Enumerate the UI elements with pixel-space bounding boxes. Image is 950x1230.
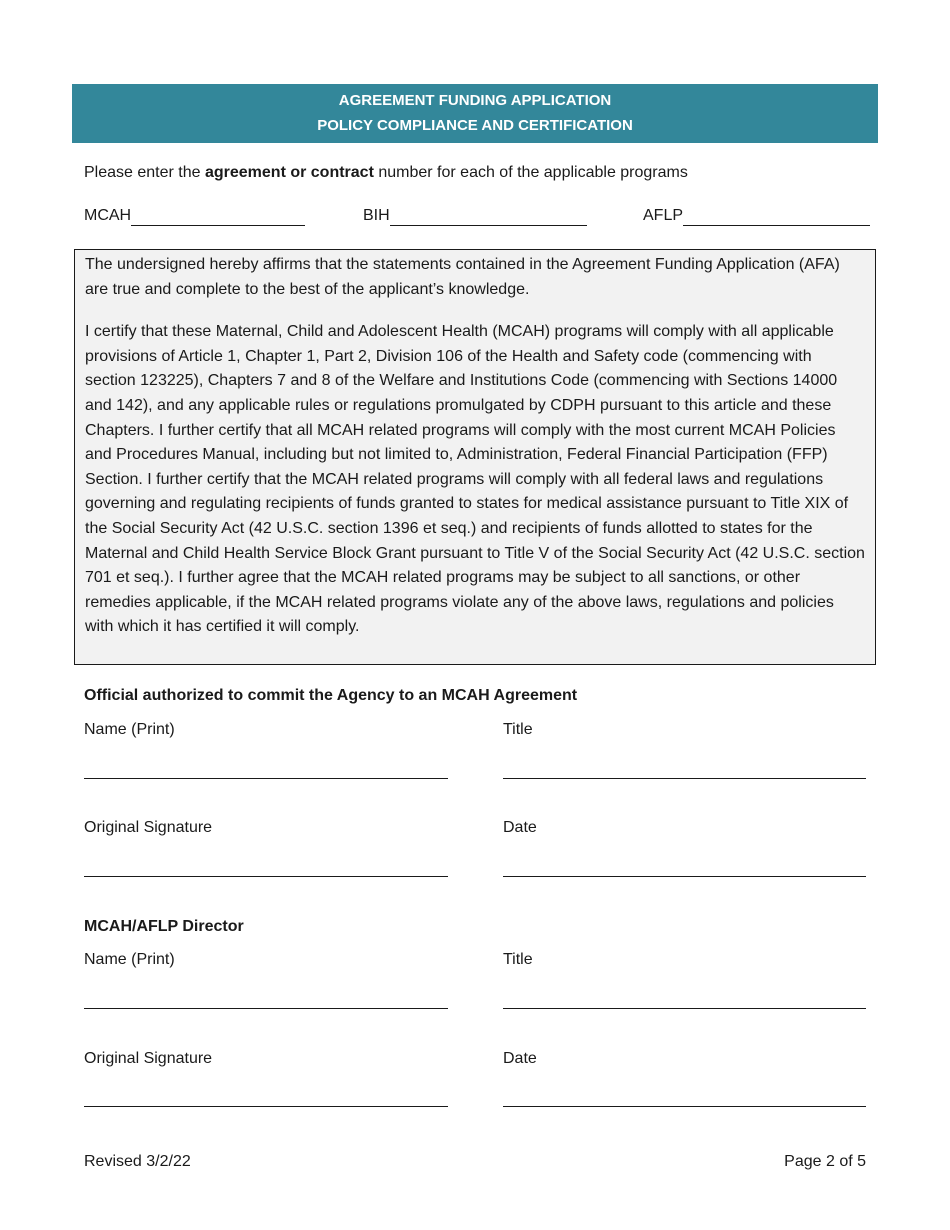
official-name-label: Name (Print) [84, 721, 175, 738]
official-date-line[interactable] [503, 876, 866, 877]
bih-number-input[interactable] [390, 207, 587, 226]
director-date-line[interactable] [503, 1106, 866, 1107]
director-title-line[interactable] [503, 1008, 866, 1009]
director-name-line[interactable] [84, 1008, 448, 1009]
program-field-bih [363, 206, 587, 226]
form-header [72, 84, 878, 143]
director-name-label: Name (Print) [84, 951, 175, 968]
instructions-bold: agreement or contract [204, 164, 374, 181]
revision-date: Revised 3/2/22 [84, 1153, 191, 1170]
director-date-label: Date [503, 1050, 537, 1067]
instructions-prefix: Please enter the [84, 164, 205, 181]
program-field-mcah [84, 206, 305, 226]
official-title-line[interactable] [503, 778, 866, 779]
mcah-number-input[interactable] [131, 207, 305, 226]
aflp-number-input[interactable] [683, 207, 870, 226]
official-title-label: Title [503, 721, 533, 738]
program-label-bih: BIH [363, 207, 390, 224]
instructions-text [84, 162, 688, 184]
director-signature-line[interactable] [84, 1106, 448, 1107]
certification-box [74, 249, 876, 665]
director-title-label: Title [503, 951, 533, 968]
program-label-mcah: MCAH [84, 207, 132, 224]
program-field-aflp [643, 206, 870, 226]
form-title: AGREEMENT FUNDING APPLICATION [338, 92, 612, 109]
program-label-aflp: AFLP [643, 207, 684, 224]
certification-paragraph-1: The undersigned hereby affirms that the statements contained in the Agreement Funding Application (AFA) are true and complete to the best of the applicant’s knowledge. [85, 256, 840, 298]
form-subtitle: POLICY COMPLIANCE AND CERTIFICATION [317, 117, 633, 134]
certification-paragraph-2: I certify that these Maternal, Child and Adolescent Health (MCAH) programs will comply with all applicable provisions of Article 1, Chapter 1, Part 2, Division 106 of the Health and Safety code (commencing with section 123225), Chapters 7 and 8 of the Welfare and Institutions Code (commencing with Sections 14000 and 142), and any applicable rules or regulations promulgated by CDPH pursuant to this article and these Chapters. I further certify that all MCAH related programs will comply with the most current MCAH Policies and Procedures Manual, including but not limited to, Administration, Federal Financial Participation (FFP) Section. I further certify that the MCAH related programs will comply with all federal laws and regulations governing and regulating recipients of funds granted to states for medical assistance pursuant to Title XIX of the Social Security Act (42 U.S.C. section 1396 et seq.) and recipients of funds allotted to states for the Maternal and Child Health Service Block Grant pursuant to Title V of the Social Security Act (42 U.S.C. section 701 et seq.). I further agree that the MCAH related programs may be subject to all sanctions, or other remedies applicable, if the MCAH related programs violate any of the above laws, regulations and policies with which it has certified it will comply. [85, 323, 865, 636]
official-date-label: Date [503, 819, 537, 836]
official-signature-line[interactable] [84, 876, 448, 877]
official-section-heading: Official authorized to commit the Agency to an MCAH Agreement [84, 687, 578, 704]
director-signature-label: Original Signature [84, 1050, 213, 1067]
official-name-line[interactable] [84, 778, 448, 779]
page-number: Page 2 of 5 [784, 1153, 866, 1170]
official-signature-label: Original Signature [84, 819, 213, 836]
director-section-heading: MCAH/AFLP Director [84, 918, 244, 935]
instructions-suffix: number for each of the applicable programs [373, 164, 688, 181]
